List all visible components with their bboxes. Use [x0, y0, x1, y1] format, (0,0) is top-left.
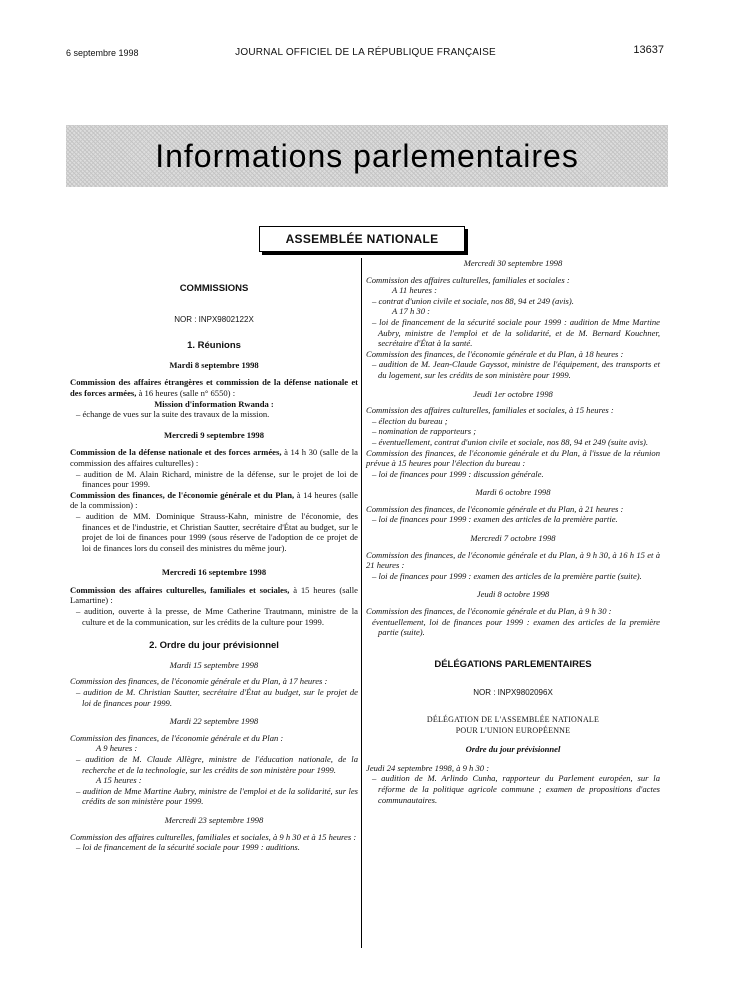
agenda-item: – éventuellement, contrat d'union civile et sociale, nos 88, 94 et 249 (suite avis).: [372, 436, 649, 447]
agenda-item: éventuellement, loi de finances pour 1999 : examen des articles de la première partie (suite).: [372, 616, 660, 638]
meeting-entry: Commission des finances, de l'économie générale et du Plan, à 17 heures :: [70, 676, 328, 687]
agenda-item: – audition de M. Arlindo Cunha, rapporteur du Parlement européen, sur la réforme de la politique agricole commune ; examen de propositions d'actes communautaires.: [372, 773, 660, 805]
right-column: [366, 258, 660, 805]
date-heading: Jeudi 1er octobre 1998: [473, 388, 553, 399]
meeting-entry: Commission des finances, de l'économie générale et du Plan, à 9 h 30, à 16 h 15 et à 21 heures :: [366, 549, 660, 571]
meeting-entry: Commission des affaires culturelles, familiales et sociales, à 15 heures :: [366, 405, 614, 416]
agenda-item: – loi de financement de la sécurité sociale pour 1999 : audition de Mme Martine Aubry, ministre de l'emploi et de la solidarité, et de M. Bernard Kouchner, secrétaire d'État à la santé.: [372, 316, 660, 349]
meeting-entry: Commission des finances, de l'économie générale et du Plan, à l'issue de la réunion prévue à 15 heures pour l'élection du bureau :: [366, 447, 660, 469]
date-heading: Mardi 15 septembre 1998: [169, 659, 259, 670]
reunions-heading: 1. Réunions: [187, 340, 241, 352]
commissions-heading: COMMISSIONS: [179, 283, 249, 294]
banner-title: Informations parlementaires: [155, 137, 579, 174]
meeting-entry: Commission des affaires culturelles, familiales et sociales, à 15 heures (salle Lamartine) :: [70, 584, 358, 606]
agenda-item: – loi de finances pour 1999 : examen des articles de la première partie (suite).: [372, 570, 642, 581]
meeting-entry: Commission des finances, de l'économie générale et du Plan :: [70, 732, 284, 743]
date-heading: Mardi 6 octobre 1998: [475, 487, 551, 498]
agenda-item: – échange de vues sur la suite des travaux de la mission.: [76, 409, 270, 420]
agenda-item: – loi de financement de la sécurité sociale pour 1999 : auditions.: [76, 842, 300, 853]
agenda-item: – nomination de rapporteurs ;: [372, 426, 477, 437]
mission-title: Mission d'information Rwanda :: [154, 398, 274, 409]
meeting-entry: Commission des finances, de l'économie générale et du Plan, à 9 h 30 :: [366, 606, 612, 617]
agenda-item: – audition de M. Christian Sautter, secrétaire d'État au budget, sur le projet de loi de finances pour 1999.: [76, 687, 358, 708]
date-heading: Mercredi 16 septembre 1998: [161, 567, 267, 578]
meeting-entry: Commission des affaires culturelles, familiales et sociales :: [366, 274, 570, 285]
left-column: [70, 258, 358, 853]
date-heading: Mercredi 7 octobre 1998: [470, 533, 556, 544]
date-heading: Mercredi 23 septembre 1998: [164, 814, 264, 825]
delegation-name-line2: POUR L'UNION EUROPÉENNE: [455, 725, 571, 735]
agenda-item: – élection du bureau ;: [372, 415, 448, 426]
nor-reference: NOR : INPX9802096X: [473, 688, 553, 698]
time-label: A 9 heures :: [96, 743, 138, 754]
meeting-entry: Commission des affaires étrangères et commission de la défense nationale et des forces armées, à 16 heures (salle n° 6550) :: [70, 377, 358, 398]
agenda-item: – audition de MM. Dominique Strauss-Kahn, ministre de l'économie, des finances et de l'industrie, et Christian Sautter, secrétaire d'État au budget, sur le projet de loi de finances pour 1999 (sous réserve de l'adoption de ce projet de loi de finances lors du conseil des ministres du même jour).: [76, 510, 358, 553]
time-label: A 15 heures :: [96, 775, 142, 786]
agenda-item: – audition de M. Alain Richard, ministre de la défense, sur le projet de loi de finances pour 1999.: [76, 468, 358, 490]
column-divider: [361, 258, 362, 948]
meeting-entry: Commission des finances, de l'économie générale et du Plan, à 21 heures :: [366, 503, 624, 514]
meeting-entry: Commission des finances, de l'économie générale et du Plan, à 18 heures :: [366, 348, 624, 359]
delegation-name: DÉLÉGATION DE L'ASSEMBLÉE NATIONALE: [426, 715, 600, 724]
agenda-item: – contrat d'union civile et sociale, nos 88, 94 et 249 (avis).: [372, 295, 574, 306]
ordre-heading: Ordre du jour prévisionnel: [465, 744, 561, 755]
time-label: A 17 h 30 :: [392, 306, 431, 317]
agenda-item: – audition de Mme Martine Aubry, ministre de l'emploi et de la solidarité, sur les crédits de son ministère pour 1999.: [76, 785, 358, 807]
agenda-item: – loi de finances pour 1999 : examen des articles de la première partie.: [372, 514, 618, 525]
nor-reference: NOR : INPX9802122X: [174, 314, 254, 324]
meeting-entry: Jeudi 24 septembre 1998, à 9 h 30 :: [366, 762, 490, 773]
meeting-entry: Commission de la défense nationale et des forces armées, à 14 h 30 (salle de la commission des affaires culturelles) :: [70, 447, 358, 468]
agenda-item: – loi de finances pour 1999 : discussion générale.: [372, 468, 544, 479]
journal-title: JOURNAL OFFICIEL DE LA RÉPUBLIQUE FRANÇAISE: [235, 47, 496, 58]
date-heading: Jeudi 8 octobre 1998: [476, 589, 550, 600]
page-number: 13637: [633, 44, 664, 56]
date-heading: Mercredi 30 septembre 1998: [463, 258, 563, 268]
agenda-item: – audition, ouverte à la presse, de Mme Catherine Trautmann, ministre de la culture et de la communication, sur les crédits de la culture pour 1999.: [76, 606, 358, 627]
time-label: A 11 heures :: [392, 285, 437, 296]
meeting-entry: Commission des finances, de l'économie générale et du Plan, à 14 heures (salle de la commission) :: [70, 489, 358, 511]
agenda-item: – audition de M. Jean-Claude Gayssot, ministre de l'équipement, des transports et du logement, sur les crédits de son ministère pour 1999.: [372, 359, 660, 380]
meeting-entry: Commission des affaires culturelles, familiales et sociales, à 9 h 30 et à 15 heures :: [70, 831, 357, 842]
agenda-item: – audition de M. Claude Allègre, ministre de l'éducation nationale, de la recherche et de la technologie, sur les crédits de son ministère pour 1999.: [76, 754, 358, 775]
header-date: 6 septembre 1998: [66, 48, 139, 58]
date-heading: Mercredi 9 septembre 1998: [164, 429, 264, 440]
date-heading: Mardi 22 septembre 1998: [169, 716, 259, 727]
date-heading: Mardi 8 septembre 1998: [169, 359, 259, 370]
assembly-title-box: [259, 226, 465, 252]
section-banner: [66, 125, 668, 187]
ordre-heading: 2. Ordre du jour prévisionnel: [149, 640, 279, 652]
delegations-heading: DÉLÉGATIONS PARLEMENTAIRES: [434, 658, 592, 670]
assembly-title: ASSEMBLÉE NATIONALE: [285, 232, 439, 246]
